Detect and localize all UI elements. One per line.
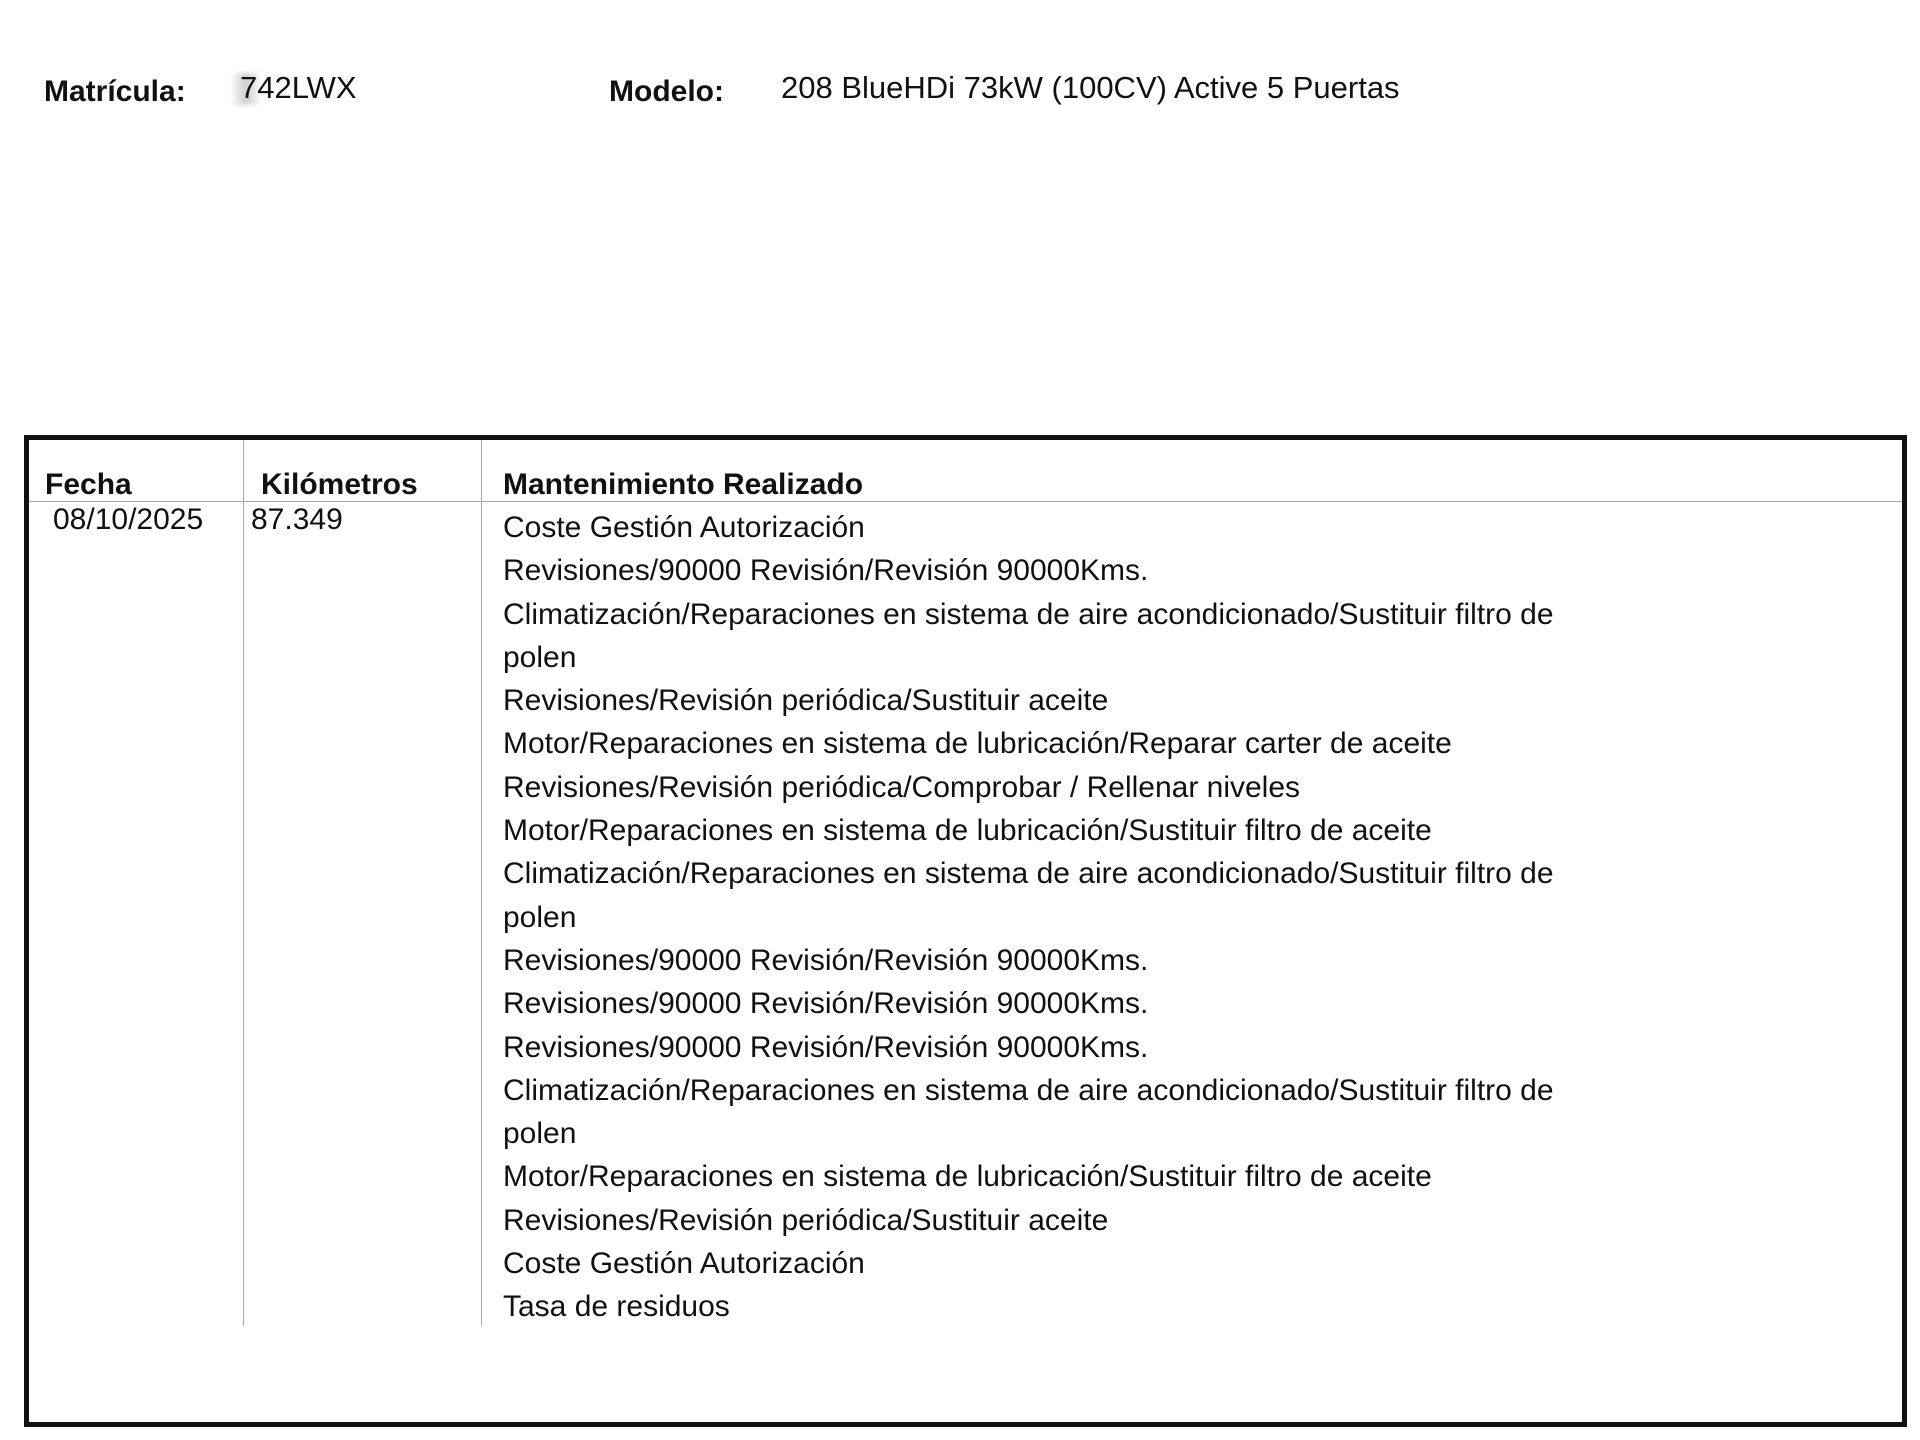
matricula-value: 742LWX bbox=[240, 70, 357, 105]
column-header-mantenimiento: Mantenimiento Realizado bbox=[503, 468, 864, 501]
kilometros-cell: 87.349 bbox=[251, 503, 343, 536]
maintenance-line: Revisiones/Revisión periódica/Sustituir aceite bbox=[503, 684, 1109, 718]
modelo-label: Modelo: bbox=[609, 75, 724, 108]
column-divider bbox=[481, 440, 482, 1326]
maintenance-table bbox=[24, 435, 1907, 1427]
maintenance-line: Climatización/Reparaciones en sistema de aire acondicionado/Sustituir filtro de bbox=[503, 857, 1554, 891]
maintenance-line: Climatización/Reparaciones en sistema de aire acondicionado/Sustituir filtro de bbox=[503, 1073, 1554, 1107]
modelo-value: 208 BlueHDi 73kW (100CV) Active 5 Puertas bbox=[781, 70, 1400, 105]
maintenance-line: polen bbox=[503, 900, 577, 934]
maintenance-line: Revisiones/Revisión periódica/Comprobar / Rellenar niveles bbox=[503, 770, 1301, 804]
maintenance-line: Coste Gestión Autorización bbox=[503, 1247, 865, 1281]
maintenance-line: Tasa de residuos bbox=[503, 1290, 730, 1324]
column-divider bbox=[243, 440, 244, 1326]
maintenance-line: Revisiones/90000 Revisión/Revisión 90000Kms. bbox=[503, 943, 1149, 977]
maintenance-line: Revisiones/90000 Revisión/Revisión 90000Kms. bbox=[503, 987, 1149, 1021]
column-header-fecha: Fecha bbox=[45, 468, 132, 501]
maintenance-line: Coste Gestión Autorización bbox=[503, 511, 865, 544]
maintenance-line: Revisiones/90000 Revisión/Revisión 90000Kms. bbox=[503, 554, 1149, 588]
maintenance-line: polen bbox=[503, 640, 577, 674]
maintenance-line: Motor/Reparaciones en sistema de lubricación/Reparar carter de aceite bbox=[503, 727, 1452, 761]
maintenance-line: Revisiones/Revisión periódica/Sustituir aceite bbox=[503, 1203, 1109, 1237]
maintenance-line: Motor/Reparaciones en sistema de lubricación/Sustituir filtro de aceite bbox=[503, 814, 1432, 848]
column-header-kilometros: Kilómetros bbox=[261, 468, 418, 501]
maintenance-list bbox=[503, 506, 1554, 1329]
matricula-label: Matrícula: bbox=[44, 75, 186, 108]
maintenance-line: Motor/Reparaciones en sistema de lubricación/Sustituir filtro de aceite bbox=[503, 1160, 1432, 1194]
maintenance-line: polen bbox=[503, 1117, 577, 1151]
fecha-cell: 08/10/2025 bbox=[53, 503, 204, 536]
maintenance-line: Revisiones/90000 Revisión/Revisión 90000Kms. bbox=[503, 1030, 1149, 1064]
maintenance-line: Climatización/Reparaciones en sistema de aire acondicionado/Sustituir filtro de bbox=[503, 597, 1554, 631]
